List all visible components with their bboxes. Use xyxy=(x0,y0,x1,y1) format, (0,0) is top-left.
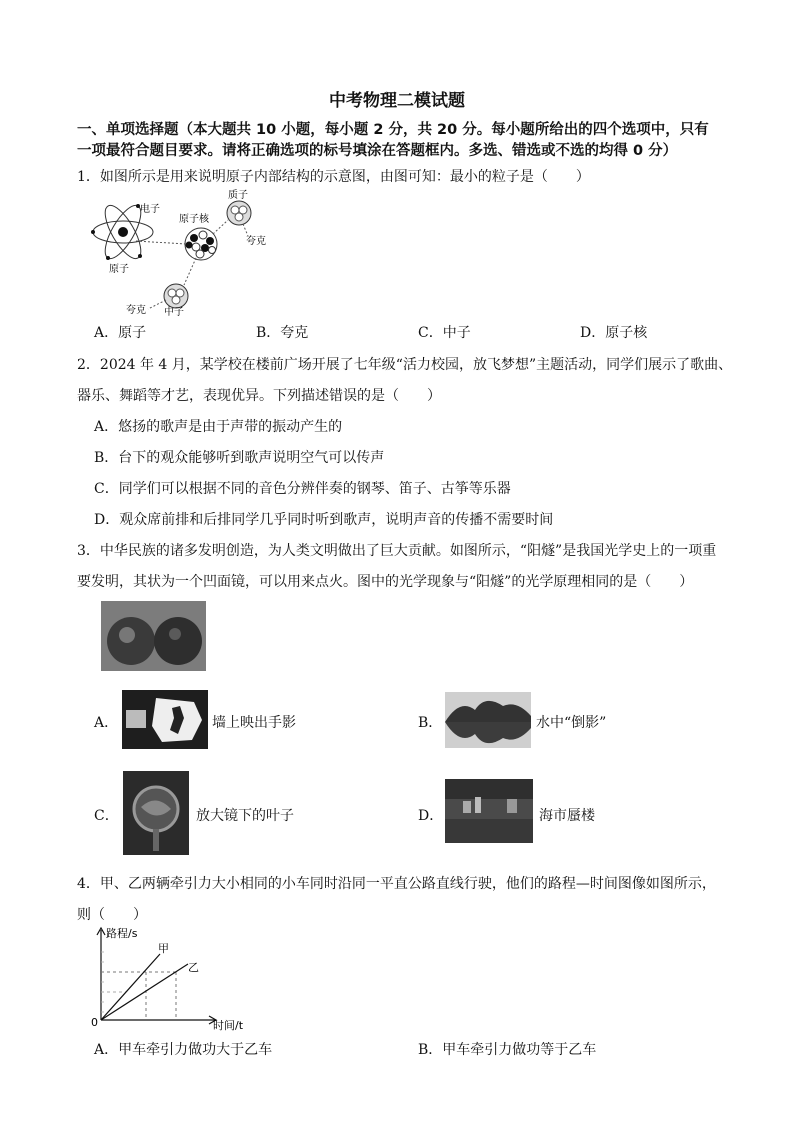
q4-stem-line1: 4．甲、乙两辆牵引力大小相同的小车同时沿同一平直公路直线行驶，他们的路程—时间图像如图所示， xyxy=(77,876,716,892)
series-b-label: 乙 xyxy=(188,961,199,974)
magnifier-leaf-photo xyxy=(123,771,189,855)
q2-option-a: A．悠扬的歌声是由于声带的振动产生的 xyxy=(94,419,343,435)
series-a-label: 甲 xyxy=(158,942,169,955)
q4-stem-line2: 则（ ） xyxy=(77,907,147,923)
label-proton: 质子 xyxy=(228,190,248,201)
atom-structure-diagram xyxy=(88,186,288,316)
q3-option-c-text: 放大镜下的叶子 xyxy=(196,808,294,824)
mirage-photo xyxy=(445,779,533,843)
label-quark-left: 夸克 xyxy=(126,305,146,316)
hand-shadow-photo xyxy=(122,690,208,749)
water-reflection-photo xyxy=(445,692,531,748)
label-electron: 电子 xyxy=(140,204,160,215)
yangsui-photo xyxy=(101,601,206,671)
q3-option-b-text: 水中“倒影” xyxy=(536,715,607,731)
label-nucleus: 原子核 xyxy=(179,214,209,225)
series-a-line xyxy=(101,954,160,1020)
q1-option-c: C．中子 xyxy=(418,325,471,341)
q3-option-a-text: 墙上映出手影 xyxy=(212,715,296,731)
distance-time-graph xyxy=(88,924,258,1036)
q3-option-d-text: 海市蜃楼 xyxy=(539,808,595,824)
q1-stem: 1．如图所示是用来说明原子内部结构的示意图，由图可知：最小的粒子是（ ） xyxy=(77,169,590,185)
q3-option-a-letter: A． xyxy=(94,715,119,731)
q1-option-d: D．原子核 xyxy=(580,325,648,341)
graph-ylabel: 路程/s xyxy=(106,927,138,940)
proton-icon xyxy=(227,201,251,225)
q3-option-d-letter: D． xyxy=(418,808,444,824)
q2-option-d: D．观众席前排和后排同学几乎同时听到歌声，说明声音的传播不需要时间 xyxy=(94,512,554,528)
q1-option-b: B．夸克 xyxy=(256,325,309,341)
q3-option-c-letter: C． xyxy=(94,808,119,824)
q2-option-c: C．同学们可以根据不同的音色分辨伴奏的钢琴、笛子、古筝等乐器 xyxy=(94,481,511,497)
label-quark-right: 夸克 xyxy=(246,236,266,247)
q4-option-a: A．甲车牵引力做功大于乙车 xyxy=(94,1042,273,1058)
q2-stem-line2: 器乐、舞蹈等才艺，表现优异。下列描述错误的是（ ） xyxy=(77,388,441,404)
section-header-line2: 一项最符合题目要求。请将正确选项的标号填涂在答题框内。多选、错选或不选的均得 0 分） xyxy=(77,143,678,159)
page-title: 中考物理二模试题 xyxy=(329,91,465,111)
q1-option-a: A．原子 xyxy=(94,325,147,341)
q4-option-b: B．甲车牵引力做功等于乙车 xyxy=(418,1042,597,1058)
neutron-icon xyxy=(164,284,188,308)
label-neutron: 中子 xyxy=(164,307,184,316)
nucleus-icon xyxy=(185,228,217,260)
q2-option-b: B．台下的观众能够听到歌声说明空气可以传声 xyxy=(94,450,385,466)
label-atom: 原子 xyxy=(109,264,129,275)
q2-stem-line1: 2．2024 年 4 月，某学校在楼前广场开展了七年级“活力校园，放飞梦想”主题活动，同学们展示了歌曲、 xyxy=(77,357,733,373)
graph-xlabel: 时间/t xyxy=(213,1019,244,1032)
q3-option-b-letter: B． xyxy=(418,715,443,731)
q3-stem-line1: 3．中华民族的诸多发明创造，为人类文明做出了巨大贡献。如图所示，“阳燧”是我国光学史上的一项重 xyxy=(77,543,717,559)
q3-stem-line2: 要发明，其状为一个凹面镜，可以用来点火。图中的光学现象与“阳燧”的光学原理相同的是（ ） xyxy=(77,574,694,590)
section-header-line1: 一、单项选择题（本大题共 10 小题，每小题 2 分，共 20 分。每小题所给出的四个选项中，只有 xyxy=(77,122,709,138)
graph-origin: 0 xyxy=(91,1016,98,1029)
